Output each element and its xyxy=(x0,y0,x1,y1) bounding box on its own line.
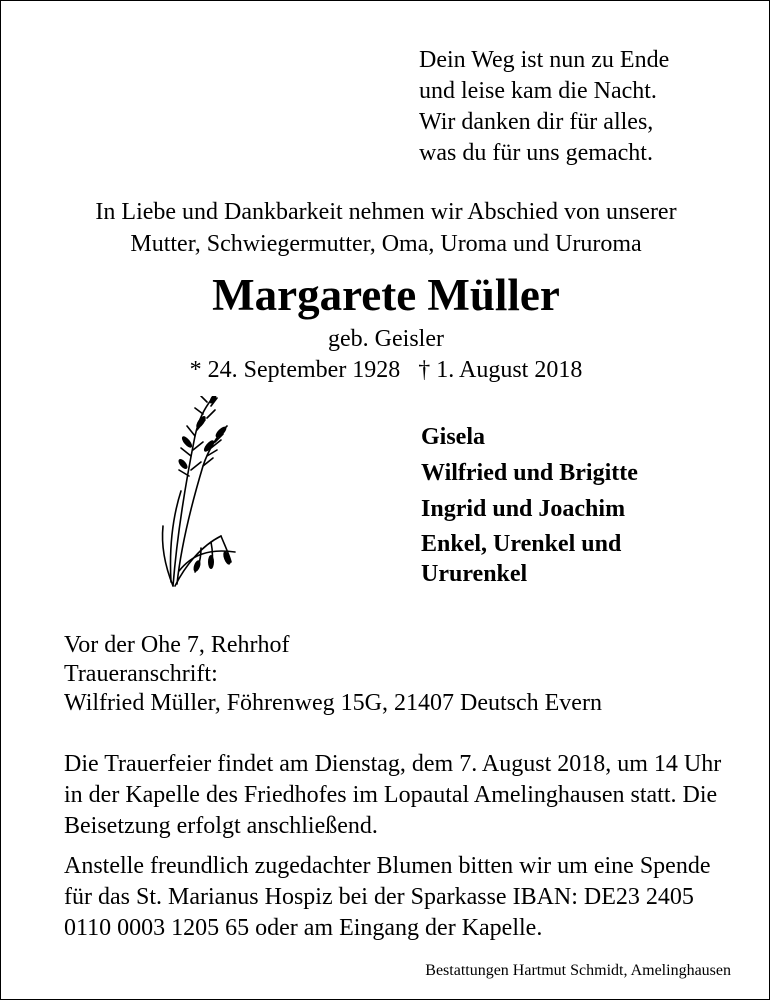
undertaker-credit: Bestattungen Hartmut Schmidt, Amelinghausen xyxy=(425,962,731,979)
mourner-name: Enkel, Urenkel und Ururenkel xyxy=(421,531,622,587)
birth-name: geb. Geisler xyxy=(328,326,444,352)
poem xyxy=(419,45,669,169)
grass-illustration-icon xyxy=(151,396,251,591)
donation-text: Anstelle freundlich zugedachter Blumen bitten wir um eine Spende für das St. Marianus Hospiz bei der Sparkasse IBAN: DE23 2405 0110 0003 1205 65 oder am Eingang der Kapelle. xyxy=(64,853,711,941)
mourners-list xyxy=(421,421,661,593)
mourner-name: Wilfried und Brigitte xyxy=(421,460,638,486)
address-line: Vor der Ohe 7, Rehrhof xyxy=(64,632,290,658)
mourner-name: Gisela xyxy=(421,424,485,450)
poem-line: und leise kam die Nacht. xyxy=(419,78,657,104)
intro-line: Mutter, Schwiegermutter, Oma, Uroma und Ururoma xyxy=(130,231,642,257)
funeral-service-text: Die Trauerfeier findet am Dienstag, dem 7. August 2018, um 14 Uhr in der Kapelle des Friedhofes im Lopautal Amelinghausen statt. Die Beisetzung erfolgt anschließend. xyxy=(64,751,722,839)
address-block xyxy=(64,631,602,718)
intro-line: In Liebe und Dankbarkeit nehmen wir Abschied von unserer xyxy=(95,199,677,225)
address-label: Traueranschrift: xyxy=(64,661,218,687)
address-line: Wilfried Müller, Föhrenweg 15G, 21407 Deutsch Evern xyxy=(64,690,602,716)
poem-line: Wir danken dir für alles, xyxy=(419,109,654,135)
poem-line: Dein Weg ist nun zu Ende xyxy=(419,47,670,73)
mourner-name: Ingrid und Joachim xyxy=(421,496,626,522)
life-dates: * 24. September 1928 † 1. August 2018 xyxy=(189,357,583,383)
poem-line: was du für uns gemacht. xyxy=(419,140,653,166)
intro-text xyxy=(1,196,770,260)
deceased-name: Margarete Müller xyxy=(212,270,560,320)
